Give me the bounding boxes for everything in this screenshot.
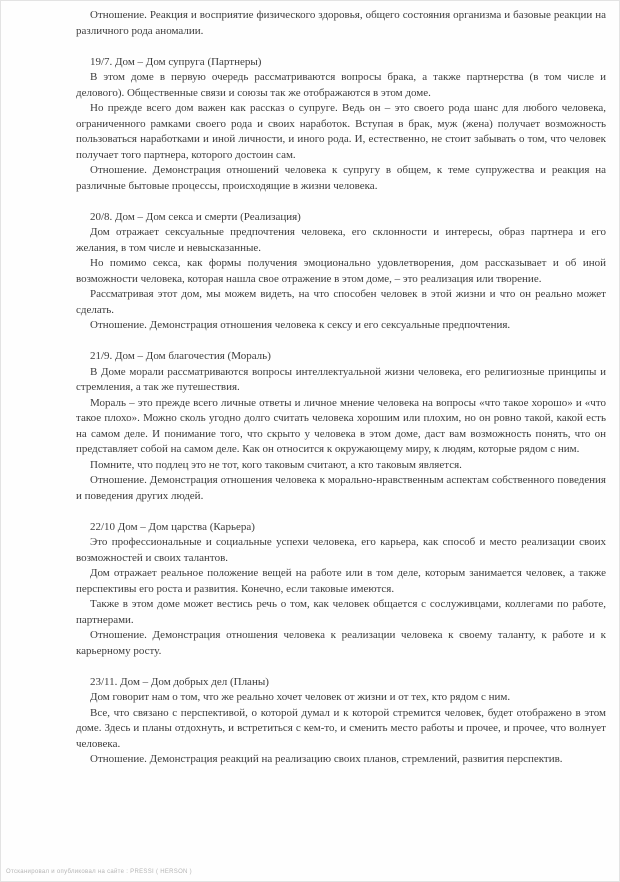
paragraph: Дом отражает реальное положение вещей на работе или в том деле, которым занимается человек, а также перспективы его роста и развития. Конечно, если таковые имеются.: [76, 567, 606, 595]
section-heading: 19/7. Дом – Дом супруга (Партнеры): [90, 55, 262, 68]
paragraph: Отношение. Демонстрация отношения человека к морально-нравственным аспектам собственного поведения и поведения других людей.: [76, 474, 606, 502]
section-heading: 23/11. Дом – Дом добрых дел (Планы): [90, 675, 269, 688]
section-heading: 22/10 Дом – Дом царства (Карьера): [90, 520, 255, 533]
paragraph: Но прежде всего дом важен как рассказ о супруге. Ведь он – это своего рода шанс для любого человека, ограниченного рамками своего рода и своих наработок. Вступая в брак, муж (жена) получает возможность пользоваться наработками и иной личности, и иного рода. И, естественно, не стоит забывать о том, что человек получает того партнера, которого достоин сам.: [76, 102, 606, 161]
section: [76, 210, 606, 334]
intro-paragraph: Отношение. Реакция и восприятие физического здоровья, общего состояния организма и базовые реакции на различного рода аномалии.: [76, 9, 606, 37]
paragraph: Отношение. Демонстрация реакций на реализацию своих планов, стремлений, развития перспектив.: [90, 753, 563, 765]
paragraph: Дом отражает сексуальные предпочтения человека, его склонности и интересы, образ партнера и его желания, в том числе и невысказанные.: [76, 226, 606, 254]
paragraph: Это профессиональные и социальные успехи человека, его карьера, как способ и место реализации своих возможностей и своих талантов.: [76, 536, 606, 564]
paragraph: Все, что связано с перспективой, о которой думал и к которой стремится человек, будет отображено в этом доме. Здесь и планы отдохнуть, и встретиться с кем-то, и сменить место работы и прочее, и прочее, что волнует человека.: [76, 706, 606, 750]
paragraph: Но помимо секса, как формы получения эмоционально удовлетворения, дом рассказывает и об иной возможности человека, которая нашла свое отражение в этом доме, – это реализация или творение.: [76, 257, 606, 285]
section-heading: 21/9. Дом – Дом благочестия (Мораль): [90, 350, 271, 362]
section: [76, 520, 606, 660]
paragraph: Отношение. Демонстрация отношения человека к реализации человека к своему таланту, к работе и к карьерному росту.: [76, 629, 606, 657]
paragraph: Мораль – это прежде всего личные ответы и личное мнение человека на вопросы «что такое хорошо» и «что такое плохо». Можно сколь угодно долго считать человека хорошим или плохим, но он ровно такой, какой есть на самом деле. И понимание того, что скрыто у человека в этом доме, даст вам возможность понять, что он представляет собой на самом деле. Как он относится к окружающему миру, к людям, которые рядом с ним.: [76, 396, 606, 455]
section: [76, 349, 606, 504]
paragraph: Отношение. Демонстрация отношений человека к супругу в общем, к теме супружества и реакция на различные бытовые процессы, происходящие в жизни человека.: [76, 164, 606, 192]
section: [76, 55, 606, 195]
sections-container: [76, 55, 606, 768]
paragraph: Отношение. Демонстрация отношения человека к сексу и его сексуальные предпочтения.: [90, 319, 511, 331]
paragraph: В Доме морали рассматриваются вопросы интеллектуальной жизни человека, его религиозные принципы и стремления, а так же путешествия.: [76, 365, 606, 393]
paragraph: Помните, что подлец это не тот, кого таковым считают, а кто таковым является.: [90, 458, 462, 471]
paragraph: Дом говорит нам о том, что же реально хочет человек от жизни и от тех, кто рядом с ним.: [90, 691, 511, 703]
section-heading: 20/8. Дом – Дом секса и смерти (Реализация): [90, 210, 301, 223]
watermark: Отсканировал и опубликовал на сайте : PRESSI ( HERSON ): [6, 869, 192, 875]
paragraph: Также в этом доме может вестись речь о том, как человек общается с сослуживцами, коллегами по работе, партнерами.: [76, 598, 606, 626]
paragraph: Рассматривая этот дом, мы можем видеть, на что способен человек в этой жизни и что он реально может сделать.: [76, 288, 606, 316]
section: [76, 675, 606, 768]
paragraph: В этом доме в первую очередь рассматриваются вопросы брака, а также партнерства (в том числе и делового). Общественные связи и союзы так же отображаются в этом доме.: [76, 71, 606, 99]
